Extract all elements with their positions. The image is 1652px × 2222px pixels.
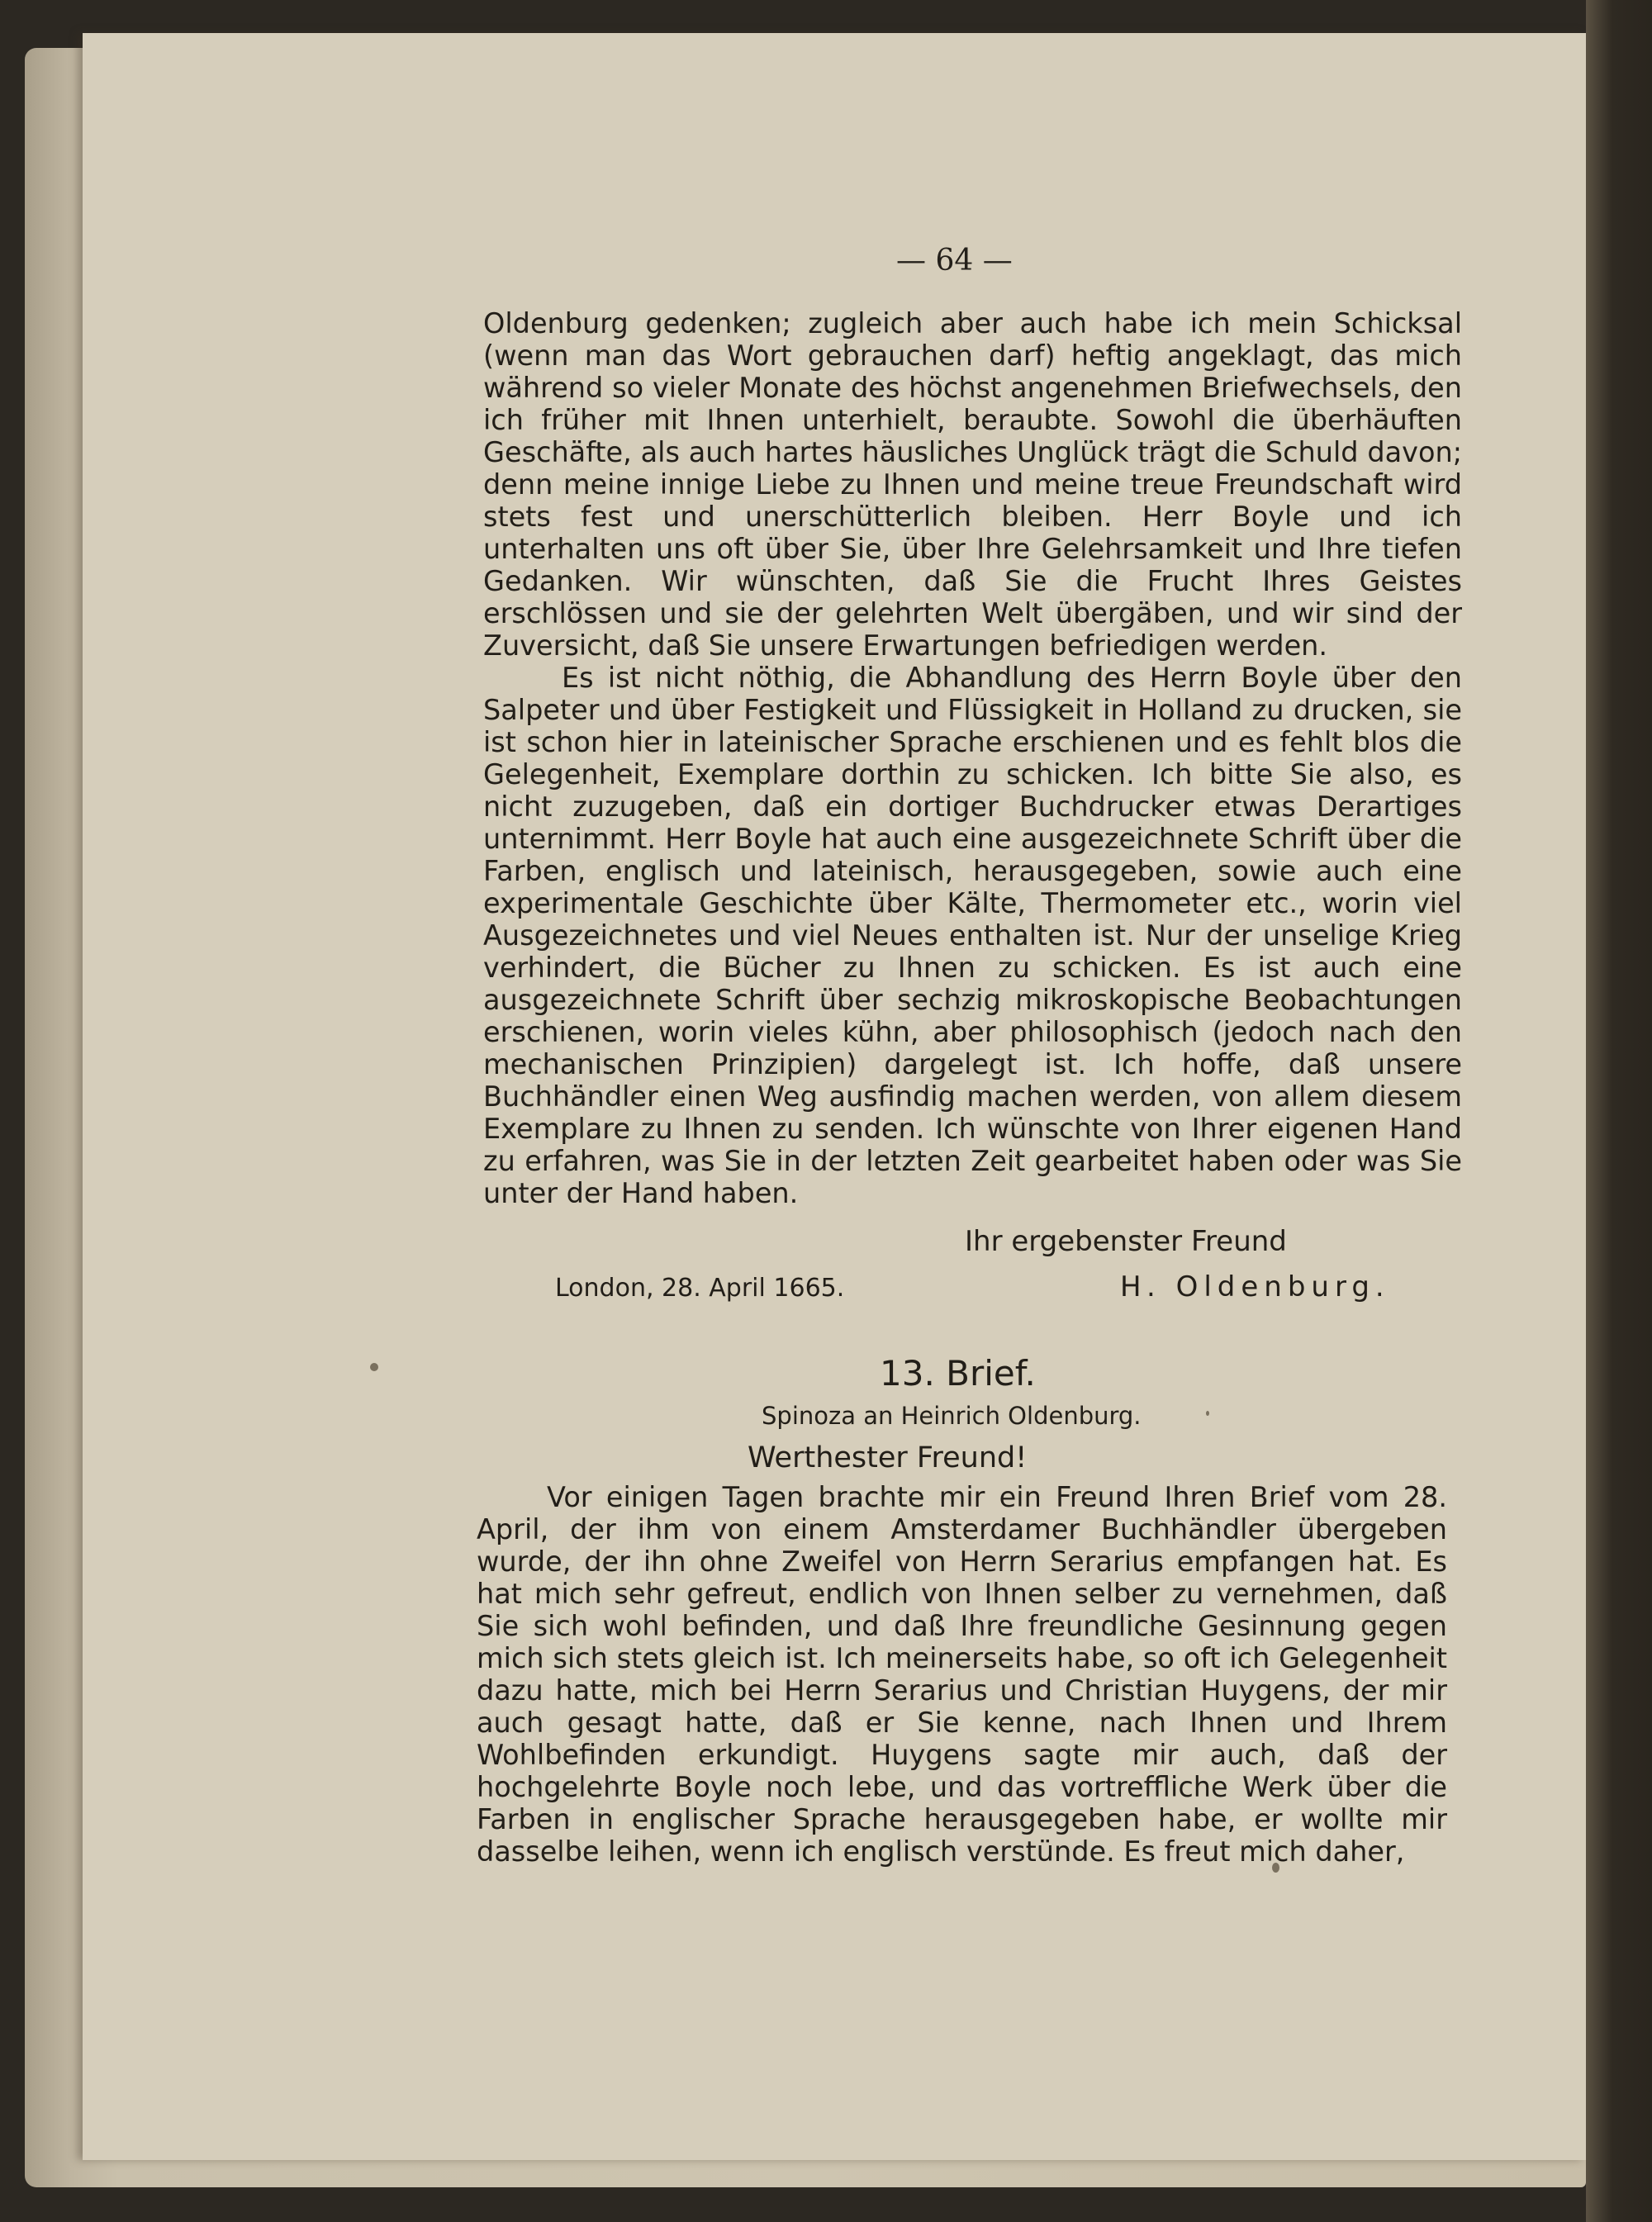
paragraph-3: Vor einigen Tagen brachte mir ein Freund Ihren Brief vom 28. April, der ihm von einem Amsterdamer Buchhändler übergeben wurde, der ihn ohne Zweifel von Herrn Serarius empfangen hat. Es hat mich sehr gefreut, endlich von Ihnen selber zu vernehmen, daß Sie sich wohl befinden, und daß Ihre freundliche Gesinnung gegen mich sich stets gleich ist. Ich meinerseits habe, so oft ich Gelegenheit dazu hatte, mich bei Herrn Serarius und Christian Huygens, der mir auch gesagt hatte, daß er Sie kenne, nach Ihnen und Ihrem Wohlbefinden erkundigt. Huygens sagte mir auch, daß der hochgelehrte Boyle noch lebe, und das vortreffliche Werk über die Farben in englischer Sprache herausgegeben habe, er wollte mir dasselbe leihen, wenn ich englisch verstünde. Es freut mich daher, (477, 1481, 1447, 1868)
letter-closing: Ihr ergebenster Freund (965, 1225, 1287, 1258)
paper-speck (1206, 1411, 1209, 1416)
book-gutter-shadow (1586, 0, 1652, 2222)
page-number: — 64 — (896, 244, 1013, 278)
letter-subheading: Spinoza an Heinrich Oldenburg. (762, 1402, 1142, 1430)
paper-speck (370, 1363, 378, 1371)
paragraph-1: Oldenburg gedenken; zugleich aber auch habe ich mein Schicksal (wenn man das Wort gebrauchen darf) heftig angeklagt, das mich während so vieler Monate des höchst angenehmen Briefwechsels, den ich früher mit Ihnen unterhielt, beraubte. Sowohl die überhäuften Geschäfte, als auch hartes häusliches Unglück trägt die Schuld davon; denn meine innige Liebe zu Ihnen und meine treue Freundschaft wird stets fest und unerschütterlich bleiben. Herr Boyle und ich unterhalten uns oft über Sie, über Ihre Gelehrsamkeit und Ihre tiefen Gedanken. Wir wünschten, daß Sie die Frucht Ihres Geistes erschlössen und sie der gelehrten Welt übergäben, und wir sind der Zuversicht, daß Sie unsere Erwartungen befriedigen werden. (483, 307, 1462, 662)
place-and-date: London, 28. April 1665. (555, 1274, 845, 1303)
letter-heading: 13. Brief. (880, 1353, 1036, 1393)
salutation: Werthester Freund! (748, 1441, 1028, 1474)
signature: H. Oldenburg. (1120, 1270, 1390, 1303)
paragraph-2: Es ist nicht nöthig, die Abhandlung des Herrn Boyle über den Salpeter und über Festigkeit und Flüssigkeit in Holland zu drucken, sie ist schon hier in lateinischer Sprache erschienen und es fehlt blos die Gelegenheit, Exemplare dorthin zu schicken. Ich bitte Sie also, es nicht zuzugeben, daß ein dortiger Buchdrucker etwas Derartiges unternimmt. Herr Boyle hat auch eine ausgezeichnete Schrift über die Farben, englisch und lateinisch, herausgegeben, sowie auch eine experimentale Geschichte über Kälte, Thermometer etc., worin viel Ausgezeichnetes und viel Neues enthalten ist. Nur der unselige Krieg verhindert, die Bücher zu Ihnen zu schicken. Es ist auch eine ausgezeichnete Schrift über sechzig mikroskopische Beobachtungen erschienen, worin vieles kühn, aber philosophisch (jedoch nach den mechanischen Prinzipien) dargelegt ist. Ich hoffe, daß unsere Buchhändler einen Weg ausfindig machen werden, von allem diesem Exemplare zu Ihnen zu senden. Ich wünschte von Ihrer eigenen Hand zu erfahren, was Sie in der letzten Zeit gearbeitet haben oder was Sie unter der Hand haben. (483, 662, 1462, 1209)
